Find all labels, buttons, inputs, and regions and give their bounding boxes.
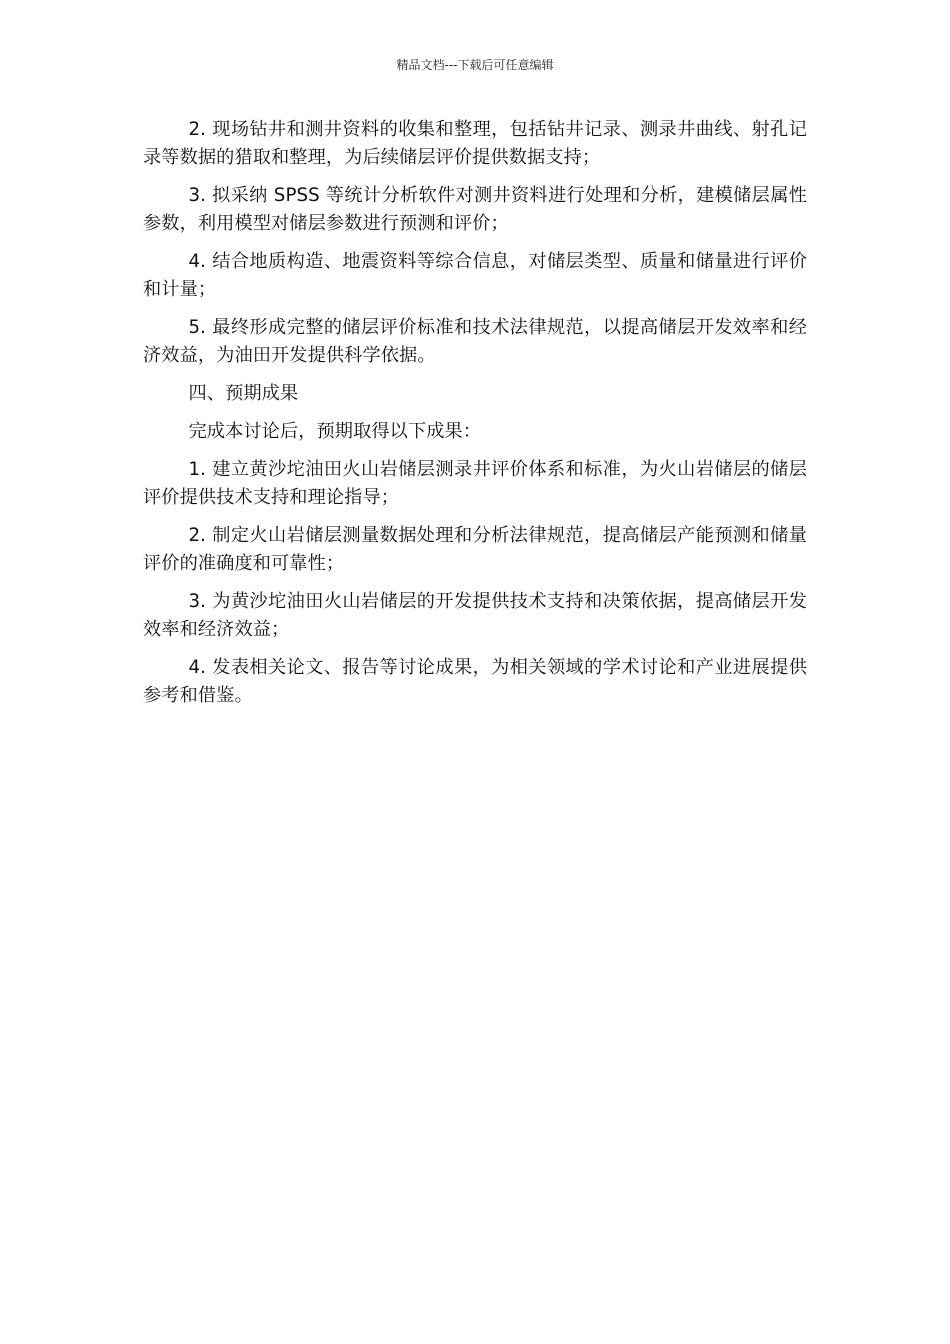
method-step-2: 2. 现场钻井和测井资料的收集和整理，包括钻井记录、测录井曲线、射孔记录等数据的猎取和整理，为后续储层评价提供数据支持； (143, 119, 807, 168)
method-step-3: 3. 拟采纳 SPSS 等统计分析软件对测井资料进行处理和分析，建模储层属性参数，利用模型对储层参数进行预测和评价； (143, 185, 807, 234)
document-body (143, 116, 807, 720)
expected-result-2: 2. 制定火山岩储层测量数据处理和分析法律规范，提高储层产能预测和储量评价的准确度和可靠性； (143, 525, 807, 574)
method-step-4: 4. 结合地质构造、地震资料等综合信息，对储层类型、质量和储量进行评价和计量； (143, 251, 807, 300)
expected-result-1: 1. 建立黄沙坨油田火山岩储层测录井评价体系和标准，为火山岩储层的储层评价提供技术支持和理论指导； (143, 459, 807, 508)
expected-result-4: 4. 发表相关论文、报告等讨论成果，为相关领域的学术讨论和产业进展提供参考和借鉴。 (143, 657, 807, 706)
expected-result-3: 3. 为黄沙坨油田火山岩储层的开发提供技术支持和决策依据，提高储层开发效率和经济效益； (143, 591, 807, 640)
expected-results-intro: 完成本讨论后，预期取得以下成果： (188, 421, 482, 442)
section-heading-expected-results: 四、预期成果 (188, 383, 299, 404)
method-step-5: 5. 最终形成完整的储层评价标准和技术法律规范，以提高储层开发效率和经济效益，为油田开发提供科学依据。 (143, 317, 807, 366)
page-header: 精品文档---下载后可任意编辑 (396, 58, 554, 72)
